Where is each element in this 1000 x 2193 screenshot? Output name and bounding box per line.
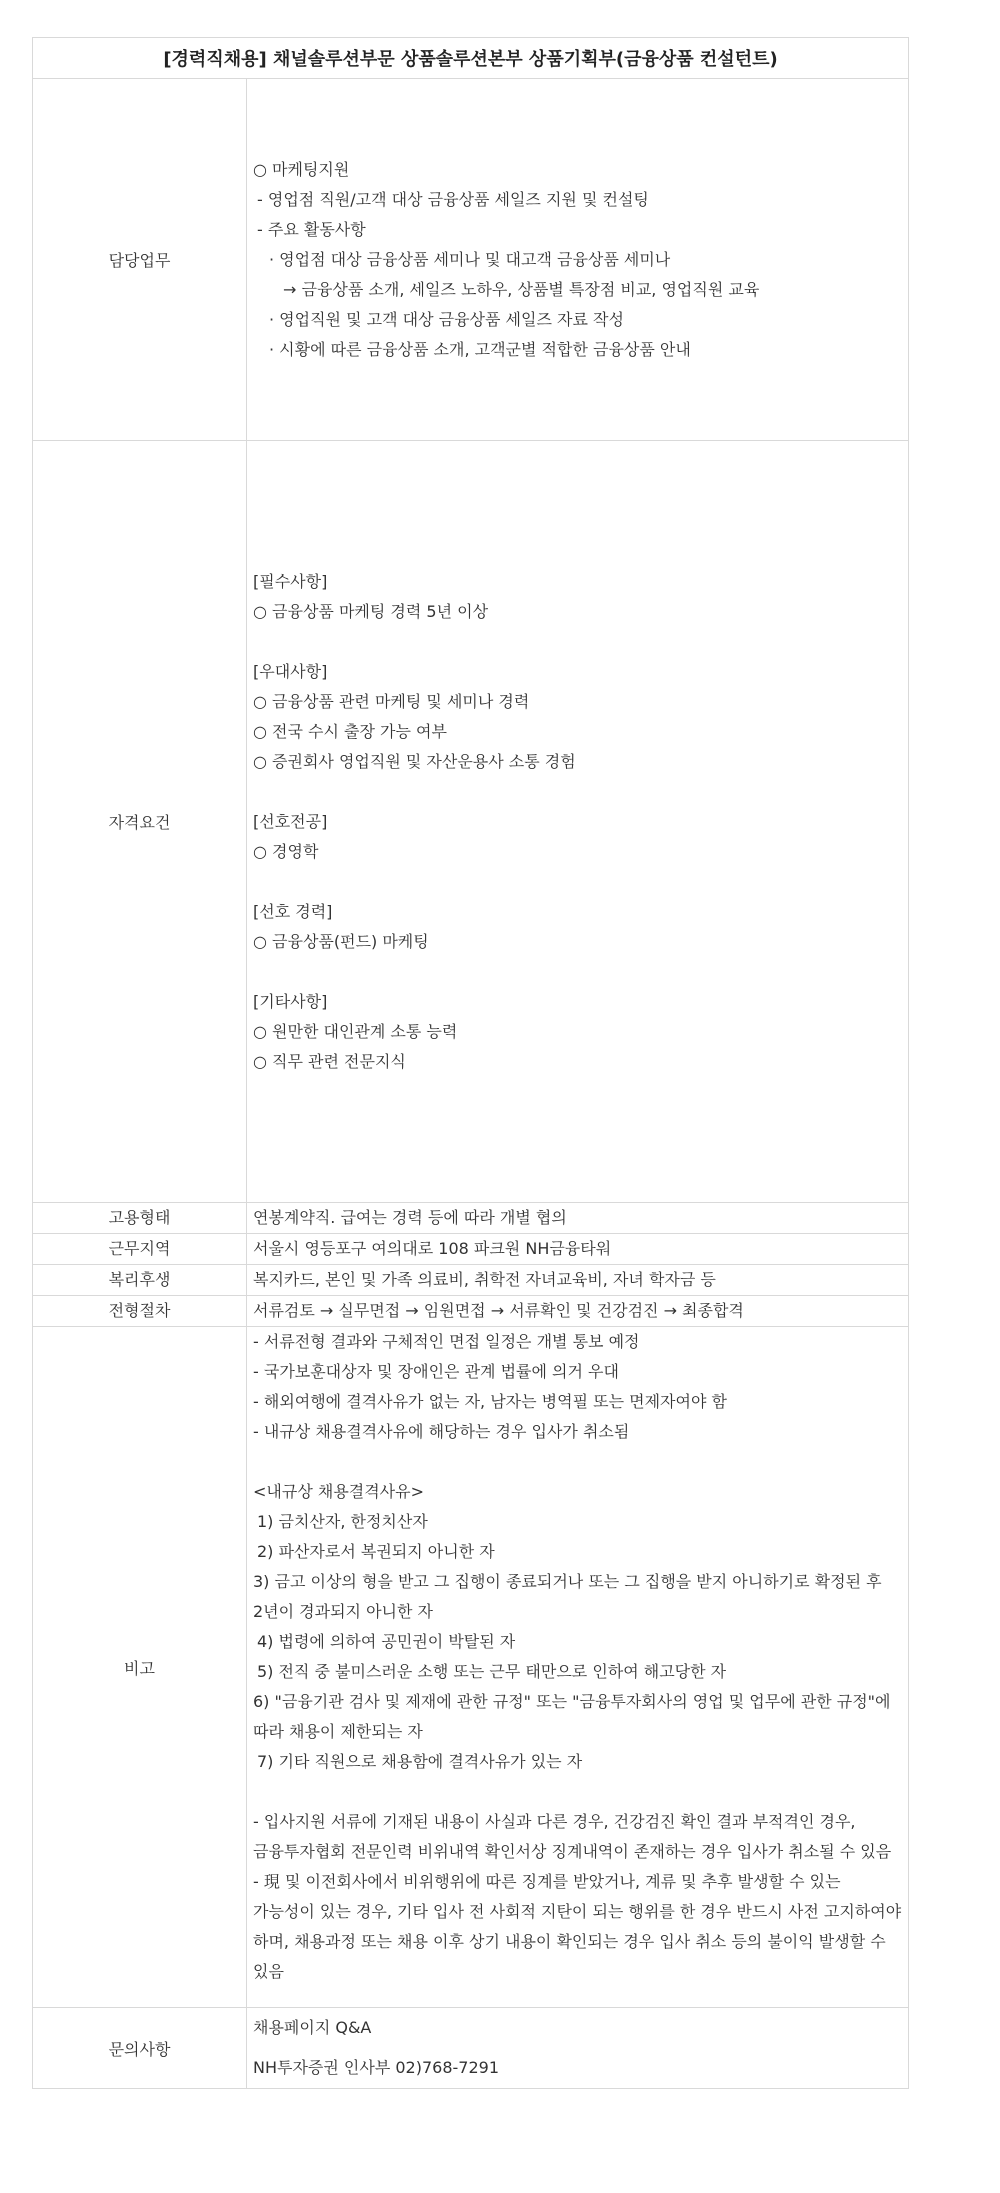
disqualify-item: 5) 전직 중 불미스러운 소행 또는 근무 태만으로 인하여 해고당한 자 [257,1662,727,1681]
career-header: [선호 경력] [253,901,333,921]
location-value: 서울시 영등포구 여의대로 108 파크원 NH금융타워 [247,1234,909,1265]
qualifications-row [33,441,909,1203]
duties-line: - 주요 활동사항 [257,219,366,239]
duties-label: 담당업무 [33,79,247,441]
benefits-label: 복리후생 [33,1265,247,1296]
preferred-header: [우대사항] [253,661,328,681]
required-header: [필수사항] [253,571,328,591]
employment-row [33,1203,909,1234]
note-line: - 서류전형 결과와 구체적인 면접 일정은 개별 통보 예정 [253,1332,640,1351]
inquiry-line: NH투자증권 인사부 02)768-7291 [253,2058,499,2077]
inquiry-row [33,2008,909,2089]
etc-item: ○ 원만한 대인관계 소통 능력 [253,1021,458,1041]
etc-item: ○ 직무 관련 전문지식 [253,1051,406,1071]
location-label: 근무지역 [33,1234,247,1265]
required-item: ○ 금융상품 마케팅 경력 5년 이상 [253,601,489,621]
duties-line: - 영업점 직원/고객 대상 금융상품 세일즈 지원 및 컨설팅 [257,189,649,209]
disqualify-item: 1) 금치산자, 한정치산자 [257,1512,428,1531]
duties-line: · 시황에 따른 금융상품 소개, 고객군별 적합한 금융상품 안내 [269,339,691,359]
job-posting-table [32,37,909,2089]
process-row [33,1296,909,1327]
disqualify-item: 3) 금고 이상의 형을 받고 그 집행이 종료되거나 또는 그 집행을 받지 아니하기로 확정된 후 2년이 경과되지 아니한 자 [253,1572,882,1621]
inquiry-line: 채용페이지 Q&A [253,2018,372,2037]
note-line: - 국가보훈대상자 및 장애인은 관계 법률에 의거 우대 [253,1362,619,1381]
employment-value: 연봉계약직. 급여는 경력 등에 따라 개별 협의 [247,1203,909,1234]
disqualify-header: <내규상 채용결격사유> [253,1482,425,1501]
process-label: 전형절차 [33,1296,247,1327]
notes-label: 비고 [33,1327,247,2008]
benefits-value: 복지카드, 본인 및 가족 의료비, 취학전 자녀교육비, 자녀 학자금 등 [247,1265,909,1296]
benefits-row [33,1265,909,1296]
duties-line: · 영업직원 및 고객 대상 금융상품 세일즈 자료 작성 [269,309,624,329]
note-line: - 내규상 채용결격사유에 해당하는 경우 입사가 취소됨 [253,1422,630,1441]
etc-header: [기타사항] [253,991,328,1011]
major-item: ○ 경영학 [253,841,319,861]
disqualify-item: 2) 파산자로서 복권되지 아니한 자 [257,1542,495,1561]
closing-note: - 입사지원 서류에 기재된 내용이 사실과 다른 경우, 건강검진 확인 결과 부적격인 경우, 금융투자협회 전문인력 비위내역 확인서상 징계내역이 존재하는 경우 입사가 취소될 수 있음 [253,1812,892,1861]
preferred-item: ○ 증권회사 영업직원 및 자산운용사 소통 경험 [253,751,576,771]
location-row [33,1234,909,1265]
duties-line: → 금융상품 소개, 세일즈 노하우, 상품별 특장점 비교, 영업직원 교육 [283,279,760,299]
note-line: - 해외여행에 결격사유가 없는 자, 남자는 병역필 또는 면제자여야 함 [253,1392,727,1411]
closing-note: - 現 및 이전회사에서 비위행위에 따른 징계를 받았거나, 계류 및 추후 발생할 수 있는 가능성이 있는 경우, 기타 입사 전 사회적 지탄이 되는 행위를 한 경우 반드시 사전 고지하여야 하며, 채용과정 또는 채용 이후 상기 내용이 확인되는 경우 입사 취소 등의 불이익 발생할 수 있음 [253,1872,902,1981]
qualifications-label: 자격요건 [33,441,247,1203]
posting-title: [경력직채용] 채널솔루션부문 상품솔루션본부 상품기획부(금융상품 컨설턴트) [33,38,909,79]
duties-line: · 영업점 대상 금융상품 세미나 및 대고객 금융상품 세미나 [269,249,671,269]
disqualify-item: 6) "금융기관 검사 및 제재에 관한 규정" 또는 "금융투자회사의 영업 및 업무에 관한 규정"에 따라 채용이 제한되는 자 [253,1692,891,1741]
qualifications-content [247,441,909,1203]
preferred-item: ○ 전국 수시 출장 가능 여부 [253,721,447,741]
inquiry-content [247,2008,909,2089]
employment-label: 고용형태 [33,1203,247,1234]
duties-content [247,79,909,441]
notes-content [247,1327,909,2008]
preferred-item: ○ 금융상품 관련 마케팅 및 세미나 경력 [253,691,530,711]
notes-row [33,1327,909,2008]
career-item: ○ 금융상품(펀드) 마케팅 [253,931,429,951]
duties-line: ○ 마케팅지원 [253,159,350,179]
duties-row [33,79,909,441]
title-row [33,38,909,79]
disqualify-item: 7) 기타 직원으로 채용함에 결격사유가 있는 자 [257,1752,583,1771]
inquiry-label: 문의사항 [33,2008,247,2089]
disqualify-item: 4) 법령에 의하여 공민권이 박탈된 자 [257,1632,516,1651]
process-value: 서류검토 → 실무면접 → 임원면접 → 서류확인 및 건강검진 → 최종합격 [247,1296,909,1327]
major-header: [선호전공] [253,811,328,831]
